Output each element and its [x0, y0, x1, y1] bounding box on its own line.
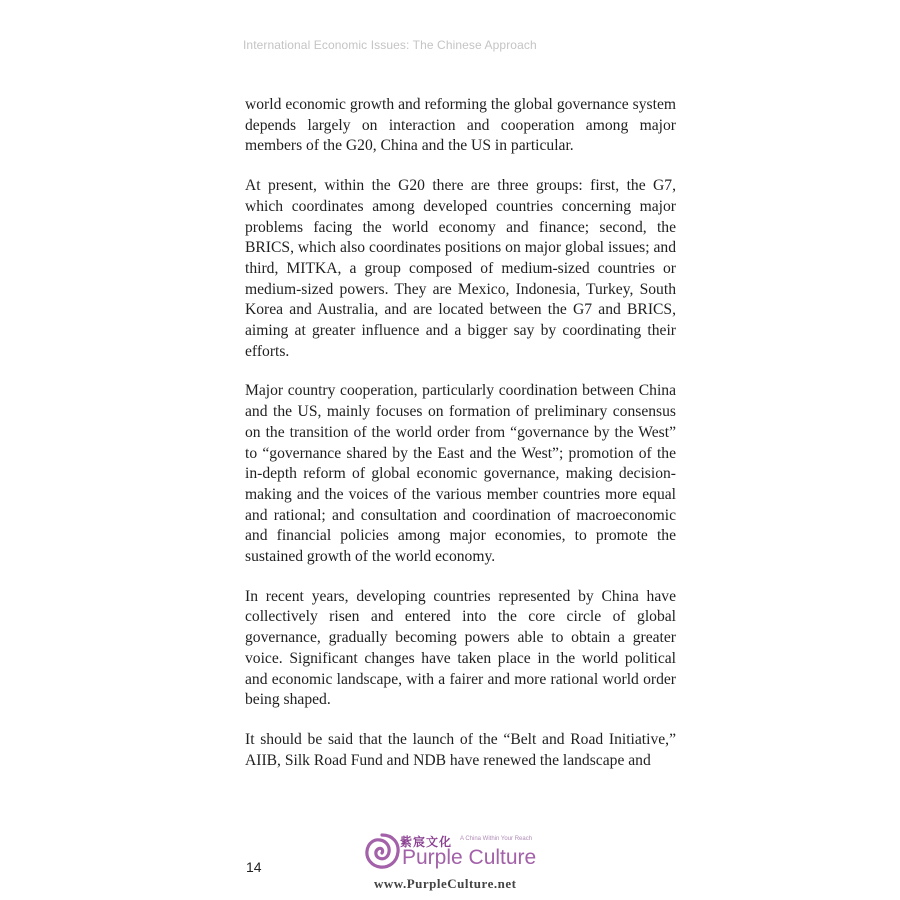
- watermark-chinese-name: 紫宸文化: [400, 835, 453, 849]
- watermark-url: www.PurpleCulture.net: [374, 876, 517, 891]
- watermark: [362, 832, 542, 894]
- paragraph: It should be said that the launch of the “Belt and Road Initiative,” AIIB, Silk Road Fund and NDB have renewed the landscape and: [245, 730, 676, 769]
- paragraph: Major country cooperation, particularly coordination between China and the US, mainly focuses on formation of preliminary consensus on the transition of the world order from “governance by the West” to “governance shared by the East and the West”; promotion of the in-depth reform of global economic governance, making decision-making and the voices of the various member countries more equal and rational; and consultation and coordination of macroeconomic and financial policies among major economies, to promote the sustained growth of the world economy.: [245, 382, 676, 566]
- paragraph: world economic growth and reforming the global governance system depends largely on interaction and cooperation among major members of the G20, China and the US in particular.: [245, 96, 676, 155]
- watermark-brand: Purple Culture: [402, 846, 537, 869]
- page-number: 14: [246, 859, 262, 875]
- running-header: International Economic Issues: The Chinese Approach: [243, 38, 537, 52]
- paragraph: At present, within the G20 there are three groups: first, the G7, which coordinates among developed countries concerning major problems facing the world economy and finance; second, the BRICS, which also coordinates positions on major global issues; and third, MITKA, a group composed of medium-sized countries or medium-sized powers. They are Mexico, Indonesia, Turkey, South Korea and Australia, and are located between the G7 and BRICS, aiming at greater influence and a bigger say by coordinating their efforts.: [245, 177, 676, 360]
- body-text: [245, 95, 676, 790]
- watermark-tagline: A China Within Your Reach: [460, 836, 533, 842]
- purple-culture-logo-icon: [362, 832, 402, 872]
- paragraph: In recent years, developing countries represented by China have collectively risen and entered into the core circle of global governance, gradually becoming powers able to obtain a greater voice. Significant changes have taken place in the world political and economic landscape, with a fairer and more rational world order being shaped.: [245, 587, 676, 709]
